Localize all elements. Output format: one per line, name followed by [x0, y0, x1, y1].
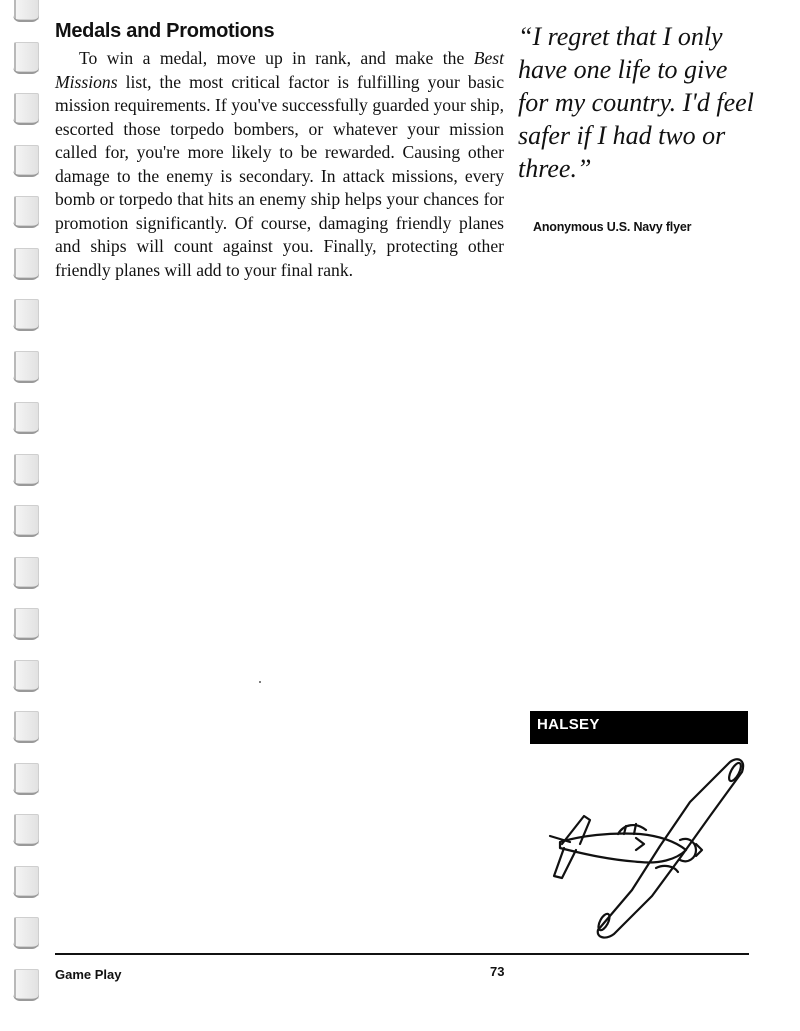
binding-ring — [14, 711, 39, 741]
binding-ring — [14, 196, 39, 226]
binding-ring — [14, 866, 39, 896]
best-missions-emphasis: Best Missions — [55, 48, 504, 92]
plane-silhouette-icon — [540, 750, 760, 940]
binding-ring — [14, 145, 39, 175]
binding-ring — [14, 763, 39, 793]
binding-ring — [14, 0, 39, 20]
print-speck — [259, 681, 261, 683]
binding-ring — [14, 505, 39, 535]
section-heading: Medals and Promotions — [55, 20, 275, 42]
quote-attribution: Anonymous U.S. Navy flyer — [533, 220, 692, 234]
binding-ring — [14, 557, 39, 587]
binding-ring — [14, 93, 39, 123]
binding-ring — [14, 42, 39, 72]
binding-ring — [14, 660, 39, 690]
binding-ring — [14, 402, 39, 432]
paragraph-intro: To win a medal, move up in rank, and make the — [79, 48, 474, 68]
binding-ring — [14, 351, 39, 381]
body-paragraph — [55, 47, 504, 282]
pull-quote: “I regret that I only have one life to give for my country. I'd feel safer if I had two or three.” — [518, 22, 754, 183]
binding-ring — [14, 917, 39, 947]
binding-ring — [14, 299, 39, 329]
footer-rule — [55, 953, 749, 955]
footer-section-name: Game Play — [55, 967, 122, 982]
aircraft-card-label: HALSEY — [530, 711, 748, 744]
binding-ring — [14, 608, 39, 638]
page-number: 73 — [490, 964, 505, 979]
binding-ring — [14, 969, 39, 999]
binding-ring — [14, 248, 39, 278]
paragraph-rest: list, the most critical factor is fulfilling your basic mission requirements. If you've successfully guarded your ship, escorted those torpedo bombers, or whatever your mission called for, you're more likely to be rewarded. Causing other damage to the enemy is secondary. In attack missions, every bomb or torpedo that hits an enemy ship helps your chances for promotion significantly. Of course, damaging friendly planes and ships will count against you. Finally, protecting other friendly planes will add to your final rank. — [55, 71, 504, 280]
binding-ring — [14, 814, 39, 844]
binding-ring — [14, 454, 39, 484]
spiral-binding — [0, 0, 40, 1031]
